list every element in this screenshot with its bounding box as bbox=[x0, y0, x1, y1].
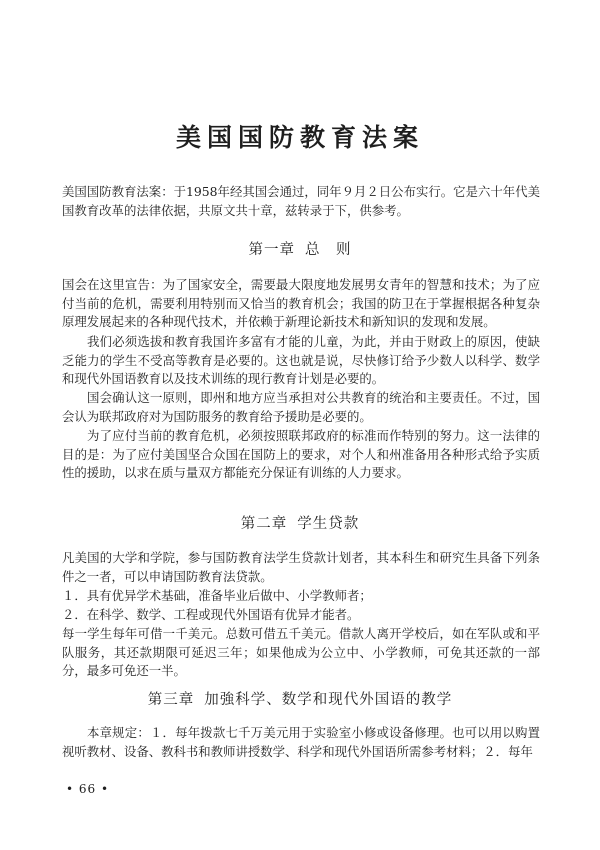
chapter-3-name: 加強科学、数学和现代外国语的教学 bbox=[204, 692, 453, 708]
chapter-2-paragraph-2: 每一学生每年可借一千美元。总数可借五千美元。借款人离开学校后，如在军队或和平队服务，其还款期限可延迟三年；如果他成为公立中、小学教师，可免其还款的一部分，最多可免还一半。 bbox=[62, 626, 540, 679]
chapter-3-heading bbox=[0, 688, 600, 709]
chapter-1-paragraph-4: 为了应付当前的教育危机，必须按照联邦政府的标准而作特别的努力。这一法律的目的是：为了应付美国坚合众国在国防上的要求，对个人和州准备用各种形式给予实质性的援助，以求在质与量双方都能充分保证有训练的人力要求。 bbox=[62, 428, 540, 481]
chapter-3-paragraph-1: 本章规定：１．每年拨款七千万美元用于实验室小修或设备修理。也可以用以购置视听教材、设备、教科书和教师讲授数学、科学和现代外国语所需参考材料；２．每年 bbox=[62, 725, 540, 759]
chapter-1-paragraph-2: 我们必须选拔和教育我国许多富有才能的儿童，为此，并由于财政上的原因，使缺乏能力的学生不受高等教育是必要的。这也就是说，尽快修订给予少数人以科学、数学和现代外国语教育以及技术训练的现行教育计划是必要的。 bbox=[62, 334, 540, 387]
chapter-1-heading bbox=[0, 238, 600, 259]
chapter-1-name: 总 则 bbox=[305, 242, 352, 258]
chapter-1-number: 第一章 bbox=[248, 242, 295, 258]
chapter-2-list-item-2: ２．在科学、数学、工程或现代外国语有优异才能者。 bbox=[62, 607, 360, 622]
intro-paragraph: 美国国防教育法案：于1958年经其国会通过，同年９月２日公布实行。它是六十年代美国教育改革的法律依据，共原文共十章，兹转录于下，供参考。 bbox=[62, 184, 540, 218]
chapter-2-list-item-1: １．具有优异学术基础，准备毕业后做中、小学教师者； bbox=[62, 588, 372, 603]
document-title: 美国国防教育法案 bbox=[175, 123, 424, 152]
page-number: • 66 • bbox=[66, 782, 110, 796]
chapter-3-number: 第三章 bbox=[147, 692, 195, 708]
chapter-2-number: 第二章 bbox=[240, 516, 288, 532]
chapter-2-paragraph-1: 凡美国的大学和学院，参与国防教育法学生贷款计划者，其本科生和研究生具备下列条件之一者，可以申请国防教育法贷款。 bbox=[62, 550, 540, 584]
chapter-1-paragraph-3: 国会确认这一原则，即州和地方应当承担对公共教育的统治和主要责任。不过，国会认为联邦政府对为国防服务的教育给予援助是必要的。 bbox=[62, 390, 540, 424]
chapter-2-name: 学生贷款 bbox=[297, 516, 360, 532]
chapter-1-paragraph-1: 国会在这里宣告：为了国家安全，需要最大限度地发展男女青年的智慧和技术；为了应付当前的危机，需要利用特别而又恰当的教育机会；我国的防卫在于掌握根据各种复杂原理发展起来的各种现代技术，并依赖于新理论新技术和新知识的发现和发展。 bbox=[62, 277, 540, 330]
chapter-2-heading bbox=[0, 512, 600, 533]
